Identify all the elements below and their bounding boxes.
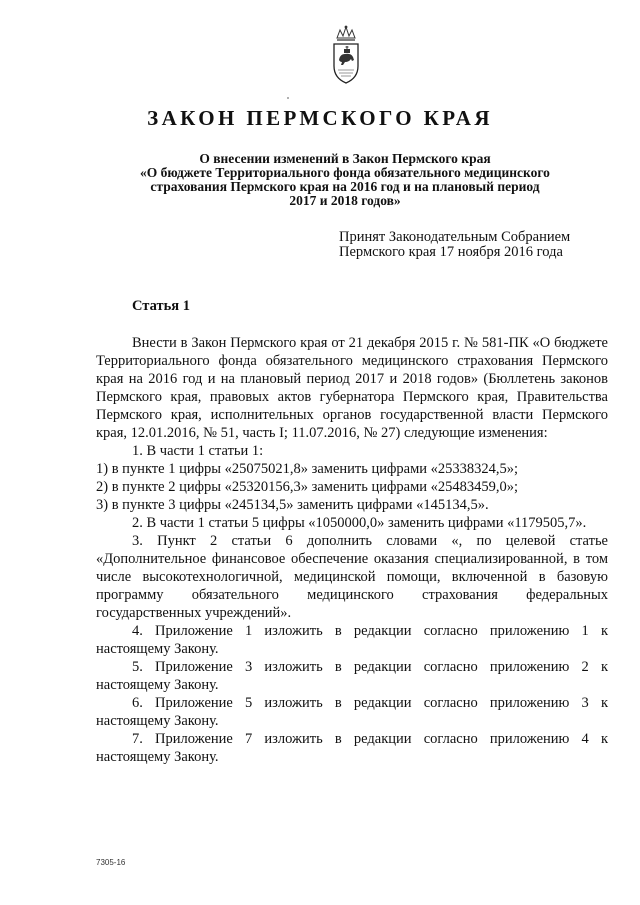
adoption-line: Пермского края 17 ноября 2016 года — [339, 244, 563, 260]
scan-speck — [287, 97, 289, 99]
item-2: 2. В части 1 статьи 5 цифры «1050000,0» заменить цифрами «1179505,7». — [132, 515, 587, 531]
item-5: 5. Приложение 3 изложить в редакции согласно приложению 2 к настоящему Закону. — [96, 659, 608, 693]
item-1-sub-2: 2) в пункте 2 цифры «25320156,3» заменить цифрами «25483459,0»; — [96, 479, 519, 495]
item-4: 4. Приложение 1 изложить в редакции согласно приложению 1 к настоящему Закону. — [96, 623, 608, 657]
page-title: ЗАКОН ПЕРМСКОГО КРАЯ — [147, 106, 493, 130]
document-code: 7305-16 — [96, 858, 126, 867]
subtitle-line: О внесении изменений в Закон Пермского края — [199, 151, 491, 166]
law-subtitle — [110, 152, 580, 208]
subtitle-line: страхования Пермского края на 2016 год и на плановый период — [150, 179, 540, 194]
item-1-sub-1: 1) в пункте 1 цифры «25075021,8» заменить цифрами «25338324,5»; — [96, 461, 519, 477]
subtitle-line: 2017 и 2018 годов» — [289, 193, 401, 208]
intro-paragraph: Внести в Закон Пермского края от 21 декабря 2015 г. № 581-ПК «О бюджете Территориального фонда обязательного медицинского страхования Пермского края на 2016 год и на плановый период 2017 и 2018 годов» (Бюллетень законов Пермского края, правовых актов губернатора Пермского края, Правительства Пермского края, исполнительных органов государственной власти Пермского края, 12.01.2016, № 51, часть I; 11.07.2016, № 27) следующие изменения: — [96, 335, 608, 441]
subtitle-line: «О бюджете Территориального фонда обязательного медицинского — [140, 165, 550, 180]
item-1-sub-3: 3) в пункте 3 цифры «245134,5» заменить цифрами «145134,5». — [96, 497, 489, 513]
item-3: 3. Пункт 2 статьи 6 дополнить словами «, по целевой статье «Дополнительное финансовое обеспечение оказания специализированной, в том числе высокотехнологичной, медицинской помощи, включенной в базовую программу обязательного медицинского страхования федеральных государственных учреждений». — [96, 533, 608, 621]
article-heading: Статья 1 — [132, 298, 190, 314]
adoption-note — [339, 230, 570, 260]
adoption-line: Принят Законодательным Собранием — [339, 229, 571, 245]
article-body — [96, 334, 608, 766]
item-7: 7. Приложение 7 изложить в редакции согласно приложению 4 к настоящему Закону. — [96, 731, 608, 765]
coat-of-arms-icon — [329, 24, 363, 86]
item-6: 6. Приложение 5 изложить в редакции согласно приложению 3 к настоящему Закону. — [96, 695, 608, 729]
item-1-heading: 1. В части 1 статьи 1: — [132, 443, 264, 459]
